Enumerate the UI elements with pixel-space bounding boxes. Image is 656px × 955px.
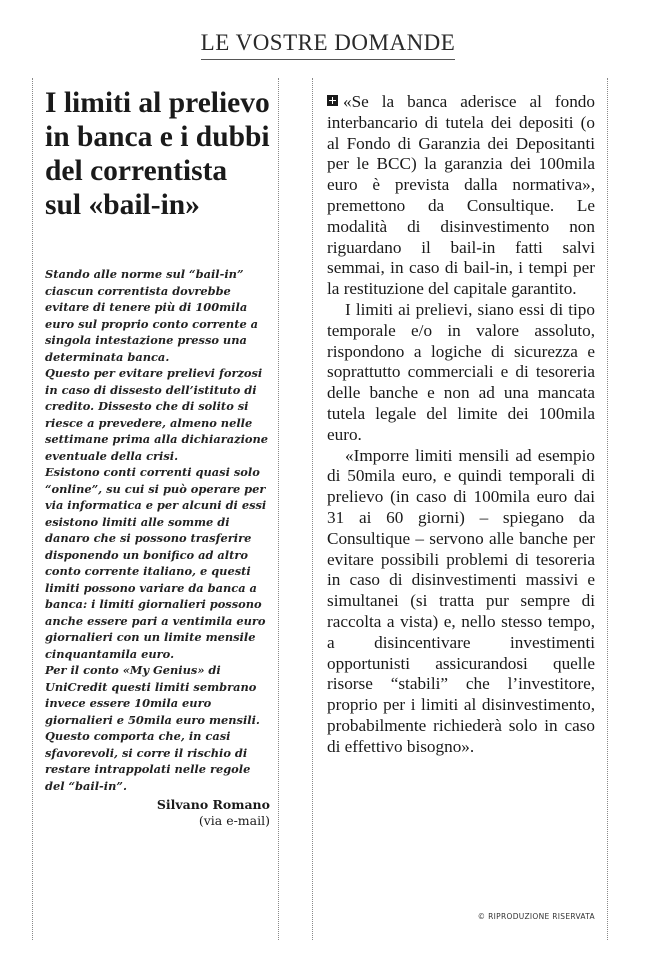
author-name: Silvano Romano [156,797,270,812]
answer-paragraph-text: «Se la banca aderisce al fondo interbancario di tutela dei depositi (o al Fondo di Garanzia dei Depositanti per le BCC) la garanzia dei 100mila euro è prevista dalla normativa», premettono da Consultique. Le modalità di disinvestimento non riguardano il bail-in fatti salvi semmai, in caso di bail-in, i tempi per la restituzione del capitale garantito. [327,92,595,299]
answer-column [312,78,608,940]
headline: I limiti al prelievo in banca e i dubbi del correntista sul «bail-in» [45,87,270,221]
copyright-notice: © RIPRODUZIONE RISERVATA [477,912,595,921]
question-paragraph: Esistono conti correnti quasi solo “online”, su cui si può operare per via informatica e per alcuni di essi esistono limiti alle somme di danaro che si possono trasferire disponendo un bonifico ad altro conto corrente italiano, e questi limiti possono variare da banca a banca: i limiti giornalieri possono anche essere pari a ventimila euro giornalieri con un limite mensile cinquantamila euro. [45,465,267,661]
plus-icon [327,95,338,106]
reader-question [45,266,270,794]
answer-paragraph: «Imporre limiti mensili ad esempio di 50mila euro, e quindi temporali di prelievo (in caso di 100mila euro dai 31 ai 60 giorni) – spiegano da Consultique – servono alle banche per evitare possibili problemi di tesoreria in caso di disinvestimenti massivi e simultanei (si tratta pur sempre di raccolta a vista) e, nello stesso tempo, a disincentivare investimenti opportunisti assicurandosi quelle risorse “stabili” che l’investitore, proprio per i limiti al disinvestimento, probabilmente richiederà solo in caso di effettivo bisogno». [327,445,595,756]
question-paragraph: Stando alle norme sul “bail-in” ciascun correntista dovrebbe evitare di tenere più di 100mila euro sul proprio conto corrente a singola intestazione presso una determinata banca. [45,267,259,364]
section-header [0,30,656,60]
question-paragraph: Questo comporta che, in casi sfavorevoli, si corre il rischio di restare intrappolati nelle regole del “bail-in”. [45,729,251,793]
section-title: LE VOSTRE DOMANDE [201,30,456,60]
question-paragraph: Questo per evitare prelievi forzosi in caso di dissesto dell’istituto di credito. Dissesto che di solito si riesce a prevedere, almeno nelle settimane prima alla dichiarazione eventuale della crisi. [45,366,269,463]
answer-paragraph: I limiti ai prelievi, siano essi di tipo temporale e/o in valore assoluto, rispondono a logiche di sicurezza e soprattutto commerciali e di tesoreria delle banche e non ad una mancata tutela legale del limite dei 100mila euro. [327,299,595,444]
answer-paragraph [327,92,595,300]
question-paragraph: Per il conto «My Genius» di UniCredit questi limiti sembrano invece essere 10mila euro giornalieri e 50mila euro mensili. [45,663,260,727]
author-via: (via e-mail) [198,813,270,828]
expert-answer [327,92,595,758]
question-column [32,78,279,940]
